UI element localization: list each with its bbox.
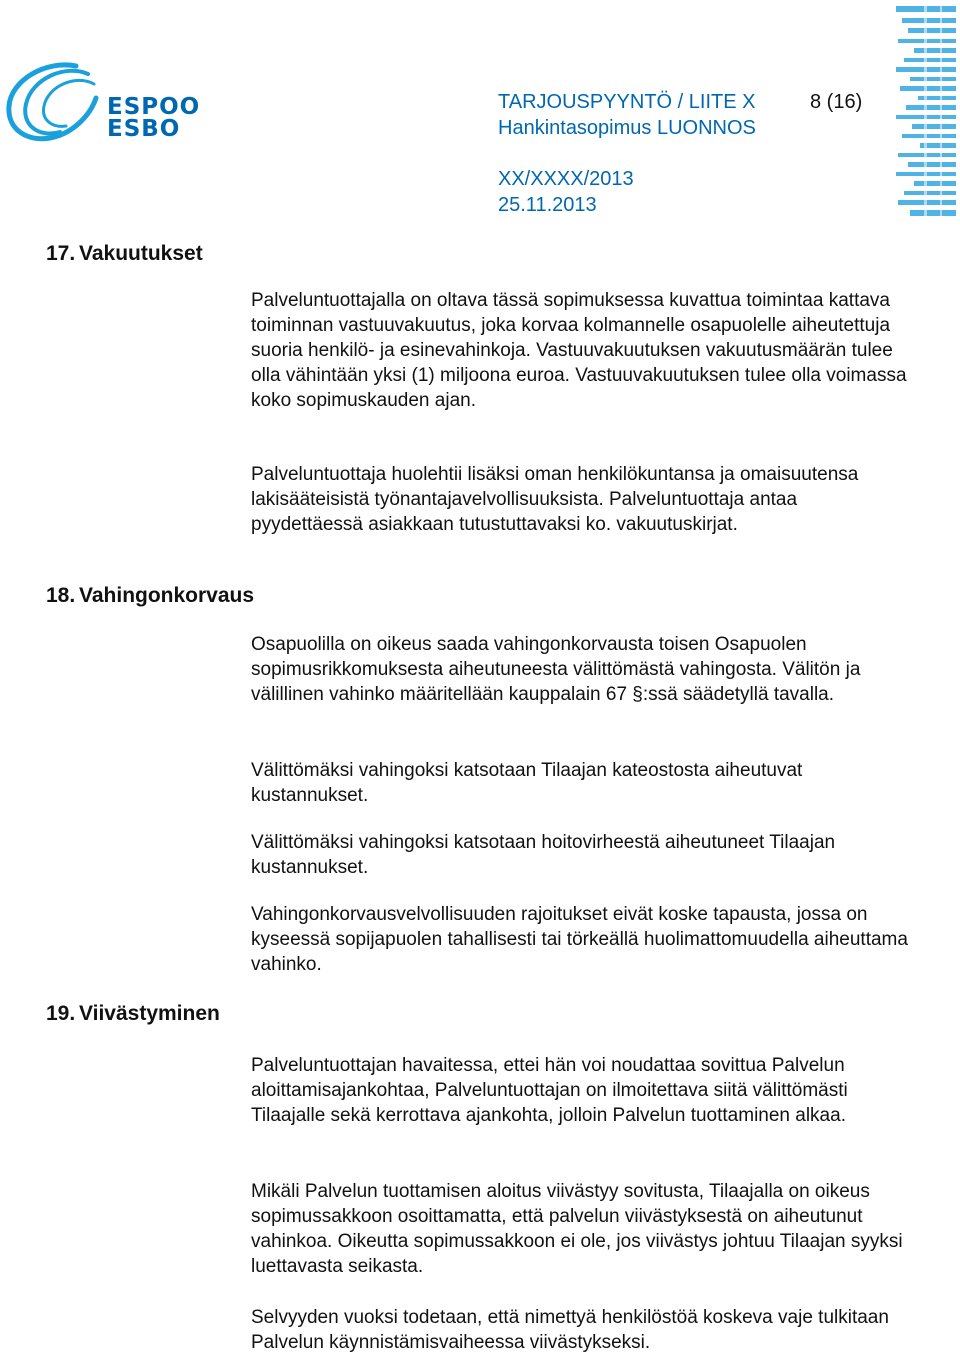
section-title: Vakuutukset: [79, 242, 203, 265]
paragraph: Vahingonkorvausvelvollisuuden rajoitukset eivät koske tapausta, jossa on kyseessä sopijapuolen tahallisesti tai törkeällä huolimattomuudella aiheuttama vahinko.: [251, 904, 908, 975]
document-date: 25.11.2013: [498, 194, 597, 216]
paragraph: Palveluntuottajalla on oltava tässä sopimuksessa kuvattua toimintaa kattava toiminnan vastuuvakuutus, joka korvaa kolmannelle osapuolelle aiheutettuja suoria henkilö- ja esinevahinkoja. Vastuuvakuutuksen vakuutusmäärän tulee olla vähintään yksi (1) miljoona euroa. Vastuuvakuutuksen tulee olla voimassa koko sopimuskauden ajan.: [251, 290, 907, 411]
decorative-stripe-pattern-icon: [894, 6, 956, 220]
paragraph: Selvyyden vuoksi todetaan, että nimettyä henkilöstöä koskeva vaje tulkitaan Palvelun käynnistämisvaiheessa viivästykseksi.: [251, 1307, 889, 1353]
section-number: 17.: [46, 242, 76, 265]
logo-text-espoo: ESPOO: [107, 94, 201, 120]
document-subtitle: Hankintasopimus LUONNOS: [498, 117, 756, 139]
paragraph: Palveluntuottaja huolehtii lisäksi oman henkilökuntansa ja omaisuutensa lakisääteisistä työnantajavelvollisuuksista. Palveluntuottaja antaa pyydettäessä asiakkaan tutustuttavaksi ko. vakuutuskirjat.: [251, 464, 859, 535]
logo-text-esbo: ESBO: [107, 116, 181, 142]
section-title: Viivästyminen: [79, 1002, 220, 1025]
section-heading-viivastyminen: [46, 1003, 220, 1024]
page-number: 8 (16): [810, 91, 863, 113]
paragraph: Palveluntuottajan havaitessa, ettei hän voi noudattaa sovittua Palvelun aloittamisajankohtaa, Palveluntuottajan on ilmoitettava siitä välittömästi Tilaajalle sekä kerrottava ajankohta, jolloin Palvelun tuottaminen alkaa.: [251, 1055, 848, 1126]
document-reference: XX/XXXX/2013: [498, 168, 634, 190]
section-title: Vahingonkorvaus: [79, 584, 255, 607]
paragraph: Välittömäksi vahingoksi katsotaan hoitovirheestä aiheutuneet Tilaajan kustannukset.: [251, 832, 836, 878]
section-heading-vakuutukset: [46, 243, 203, 264]
section-number: 19.: [46, 1002, 76, 1025]
section-heading-vahingonkorvaus: [46, 585, 254, 606]
paragraph: Osapuolilla on oikeus saada vahingonkorvausta toisen Osapuolen sopimusrikkomuksesta aiheutuneesta välittömästä vahingosta. Välitön ja välillinen vahinko määritellään kauppalain 67 §:ssä säädetyllä tavalla.: [251, 634, 861, 705]
document-title: TARJOUSPYYNTÖ / LIITE X: [498, 91, 756, 113]
section-number: 18.: [46, 584, 76, 607]
paragraph: Välittömäksi vahingoksi katsotaan Tilaajan kateostosta aiheutuvat kustannukset.: [251, 760, 803, 806]
paragraph: Mikäli Palvelun tuottamisen aloitus viivästyy sovitusta, Tilaajalla on oikeus sopimussakkoon osoittamatta, että palvelun viivästyksestä on aiheutunut vahinkoa. Oikeutta sopimussakkoon ei ole, jos viivästys johtuu Tilaajan syyksi luettavasta seikasta.: [251, 1181, 903, 1277]
